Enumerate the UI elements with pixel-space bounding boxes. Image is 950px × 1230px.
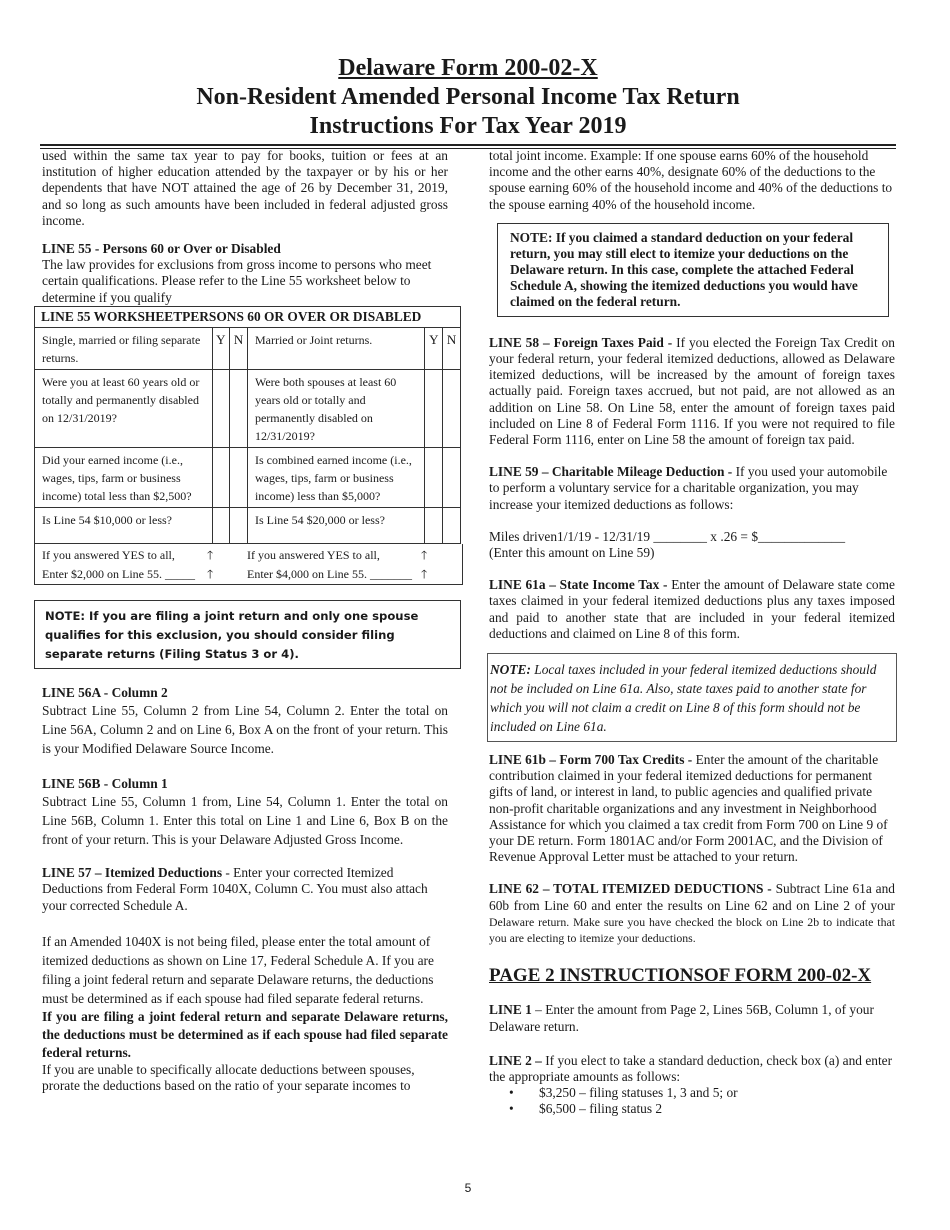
worksheet-row (35, 369, 461, 447)
intro-paragraph: used within the same tax year to pay for books, tuition or fees at an institution of higher education attended by the taxpayer or by his or her dependents that have NOT attained the age of 26 by December 31, 2019, and so long as such amounts have been included in federal adjusted gross income. (42, 148, 448, 228)
no-header: N (230, 327, 248, 369)
line57-prorate-text: If you are unable to specifically allocate deductions between spouses, prorate the deductions based on the ratio of your separate incomes to (42, 1061, 415, 1094)
footer-right-line2[interactable]: Enter $4,000 on Line 55. _______ (247, 566, 412, 581)
yes-checkbox[interactable] (212, 369, 230, 447)
local-taxes-note (487, 653, 897, 742)
yes-header: Y (212, 327, 230, 369)
yes-checkbox[interactable] (212, 447, 230, 507)
right-column (489, 148, 895, 1118)
standard-deduction-note: NOTE: If you claimed a standard deduction on your federal return, you may still elect to itemize your deductions on the Delaware return. In this case, complete the attached Federal Schedule A, showing the itemized deductions you would have claimed on the federal return. (497, 223, 889, 317)
joint-return-note: NOTE: If you are filing a joint return and only one spouse qualifies for this exclusion, you should consider filing separate returns (Filing Status 3 or 4). (34, 600, 461, 669)
line56a-heading: LINE 56A - Column 2 (42, 684, 168, 700)
line62-heading: LINE 62 – TOTAL ITEMIZED DEDUCTIONS - (489, 881, 772, 897)
line2-heading: LINE 2 – (489, 1052, 542, 1068)
page-number: 5 (464, 1181, 472, 1195)
arrow-up-icon: 🡑 (207, 566, 214, 581)
worksheet-cell: Were both spouses at least 60 years old or totally and permanently disabled on 12/31/2019? (247, 369, 425, 447)
no-checkbox[interactable] (443, 369, 461, 447)
note-label: NOTE: (490, 662, 531, 678)
line56a-text: Subtract Line 55, Column 2 from Line 54, Column 2. Enter the total on Line 56A, Column 2 and on Line 6, Box A on the front of your return. This is your Modified Delaware Source Income. (42, 703, 448, 757)
no-checkbox[interactable] (230, 447, 248, 507)
right-intro: total joint income. Example: If one spouse earns 60% of the household income and the other earns 40%, designate 60% of the deductions to the spouse earning 60% of the household income and 40% of the deductions to the spouse earning 40% of the household income. (489, 148, 893, 212)
worksheet-title: LINE 55 WORKSHEETPERSONS 60 OR OVER OR DISABLED (35, 306, 461, 327)
line61b-heading: LINE 61b – Form 700 Tax Credits - (489, 752, 693, 768)
header-rule (40, 144, 896, 146)
footer-left-line2[interactable]: Enter $2,000 on Line 55. _____ (42, 566, 195, 581)
miles-input-line[interactable]: Miles driven1/1/19 - 12/31/19 ________ x .26 = $_____________ (489, 528, 846, 544)
list-item: • $6,500 – filing status 2 (539, 1101, 895, 1117)
line57-heading: LINE 57 – Itemized Deductions (42, 865, 223, 881)
worksheet-cell: Did your earned income (i.e., wages, tips, farm or business income) total less than $2,500? (35, 447, 213, 507)
no-checkbox[interactable] (230, 369, 248, 447)
worksheet-row (35, 327, 461, 369)
miles-note: (Enter this amount on Line 59) (489, 545, 655, 561)
page2-instructions-heading: PAGE 2 INSTRUCTIONSOF FORM 200-02-X (489, 965, 872, 987)
line59-text: If you used your automobile to perform a voluntary service for a charitable organization, you may increase your itemized deductions as follows: (489, 464, 888, 512)
footer-left-line1: If you answered YES to all, (42, 547, 175, 562)
arrow-up-icon: 🡑 (421, 566, 428, 581)
line55-heading: LINE 55 - Persons 60 or Over or Disabled (42, 241, 281, 257)
no-checkbox[interactable] (230, 507, 248, 543)
no-header: N (443, 327, 461, 369)
yes-checkbox[interactable] (425, 447, 443, 507)
line61a-text: Enter the amount of Delaware state come taxes claimed in your federal itemized deductions plus any taxes imposed and paid to another state that are included in your federal itemized deductions and claimed on Line 8 of this form. (489, 577, 895, 641)
worksheet-cell: Single, married or filing separate returns. (35, 327, 213, 369)
filing-status-list (489, 1085, 895, 1117)
no-checkbox[interactable] (443, 447, 461, 507)
page-header (0, 54, 936, 141)
yes-checkbox[interactable] (425, 507, 443, 543)
line61a-heading: LINE 61a – State Income Tax - (489, 577, 668, 593)
line59-heading: LINE 59 – Charitable Mileage Deduction - (489, 464, 733, 480)
worksheet-row (35, 507, 461, 543)
yes-checkbox[interactable] (425, 369, 443, 447)
line1-heading: LINE 1 (489, 1002, 532, 1018)
form-subtitle: Non-Resident Amended Personal Income Tax Return (196, 84, 740, 110)
worksheet-cell: Married or Joint returns. (247, 327, 425, 369)
left-column (41, 148, 457, 1094)
line62-text: Subtract Line 61a and 60b from Line 60 and enter the results on Line 62 and on Line 2 of your (489, 881, 895, 913)
line56b-heading: LINE 56B - Column 1 (42, 776, 168, 792)
footer-right-line1: If you answered YES to all, (247, 547, 380, 562)
no-checkbox[interactable] (443, 507, 461, 543)
line57-amended-text: If an Amended 1040X is not being filed, please enter the total amount of itemized deductions as shown on Line 17, Federal Schedule A. If you are filing a joint federal return and separate Delaware returns, the deductions must be determined as if each spouse had filed separate federal returns. (42, 933, 434, 1006)
worksheet-footer (34, 544, 463, 585)
line55-worksheet (34, 306, 461, 544)
form-year-title: Instructions For Tax Year 2019 (309, 113, 627, 139)
arrow-up-icon: 🡑 (207, 547, 214, 562)
line61b-text: Enter the amount of the charitable contribution claimed in your federal itemized deductions for permanent gifts of land, or interest in land, to public agencies and qualified private non-profit charitable organizations and any investment in Neighborhood Assistance for which you claimed a tax credit from Form 700 on Line 9 of your DE return. Form 1801AC and/or Form 2001AC, and the Division of Revenue Approval Letter must be attached to your return. (489, 752, 888, 865)
local-taxes-note-text: Local taxes included in your federal itemized deductions should not be included on Line 61a. Also, state taxes paid to another state for which you will not claim a credit on Line 8 of this form should not be included on Line 61a. (490, 662, 877, 735)
yes-checkbox[interactable] (212, 507, 230, 543)
worksheet-cell: Is combined earned income (i.e., wages, tips, farm or business income) less than $5,000? (247, 447, 425, 507)
line57-bold-text: If you are filing a joint federal return and separate Delaware returns, the deductions must be determined as if each spouse had filed separate federal returns. (42, 1008, 448, 1060)
line1-text: – Enter the amount from Page 2, Lines 56B, Column 1, of your Delaware return. (489, 1002, 874, 1034)
worksheet-cell: Were you at least 60 years old or totally and permanently disabled on 12/31/2019? (35, 369, 213, 447)
form-title: Delaware Form 200-02-X (338, 55, 598, 81)
worksheet-cell: Is Line 54 $20,000 or less? (247, 507, 425, 543)
line57-text: - Enter your corrected Itemized Deductions from Federal Form 1040X, Column C. You must also attach your corrected Schedule A. (42, 865, 428, 913)
line55-text: The law provides for exclusions from gross income to persons who meet certain qualifications. Please refer to the Line 55 worksheet below to determine if you qualify (42, 257, 432, 305)
worksheet-row (35, 447, 461, 507)
line62-small-text: Delaware return. Make sure you have checked the block on Line 2b to indicate that you are electing to itemize your deductions. (489, 914, 895, 946)
line58-heading: LINE 58 – Foreign Taxes Paid - (489, 334, 673, 350)
arrow-up-icon: 🡑 (421, 547, 428, 562)
worksheet-cell: Is Line 54 $10,000 or less? (35, 507, 213, 543)
line56b-text: Subtract Line 55, Column 1 from, Line 54, Column 1. Enter the total on Line 56B, Column 1. Enter this total on Line 1 and Line 6, Box B on the front of your return. This is your Delaware Adjusted Gross Income. (42, 794, 448, 848)
list-item: • $3,250 – filing statuses 1, 3 and 5; or (539, 1085, 895, 1101)
yes-header: Y (425, 327, 443, 369)
line2-text: If you elect to take a standard deduction, check box (a) and enter the appropriate amounts as follows: (489, 1052, 893, 1084)
line58-text: If you elected the Foreign Tax Credit on your federal return, your federal itemized deductions, allowed as Delaware itemized deductions, will be increased by the amount of foreign taxes actually paid. Foreign taxes accrued, but not paid, are not allowed as an addition on Line 58. On Line 58, enter the amount of foreign taxes paid included on Line 8 of Federal Form 1116. If you were not required to file Federal Form 1116, enter on Line 58 the amount of foreign tax paid. (489, 334, 895, 448)
